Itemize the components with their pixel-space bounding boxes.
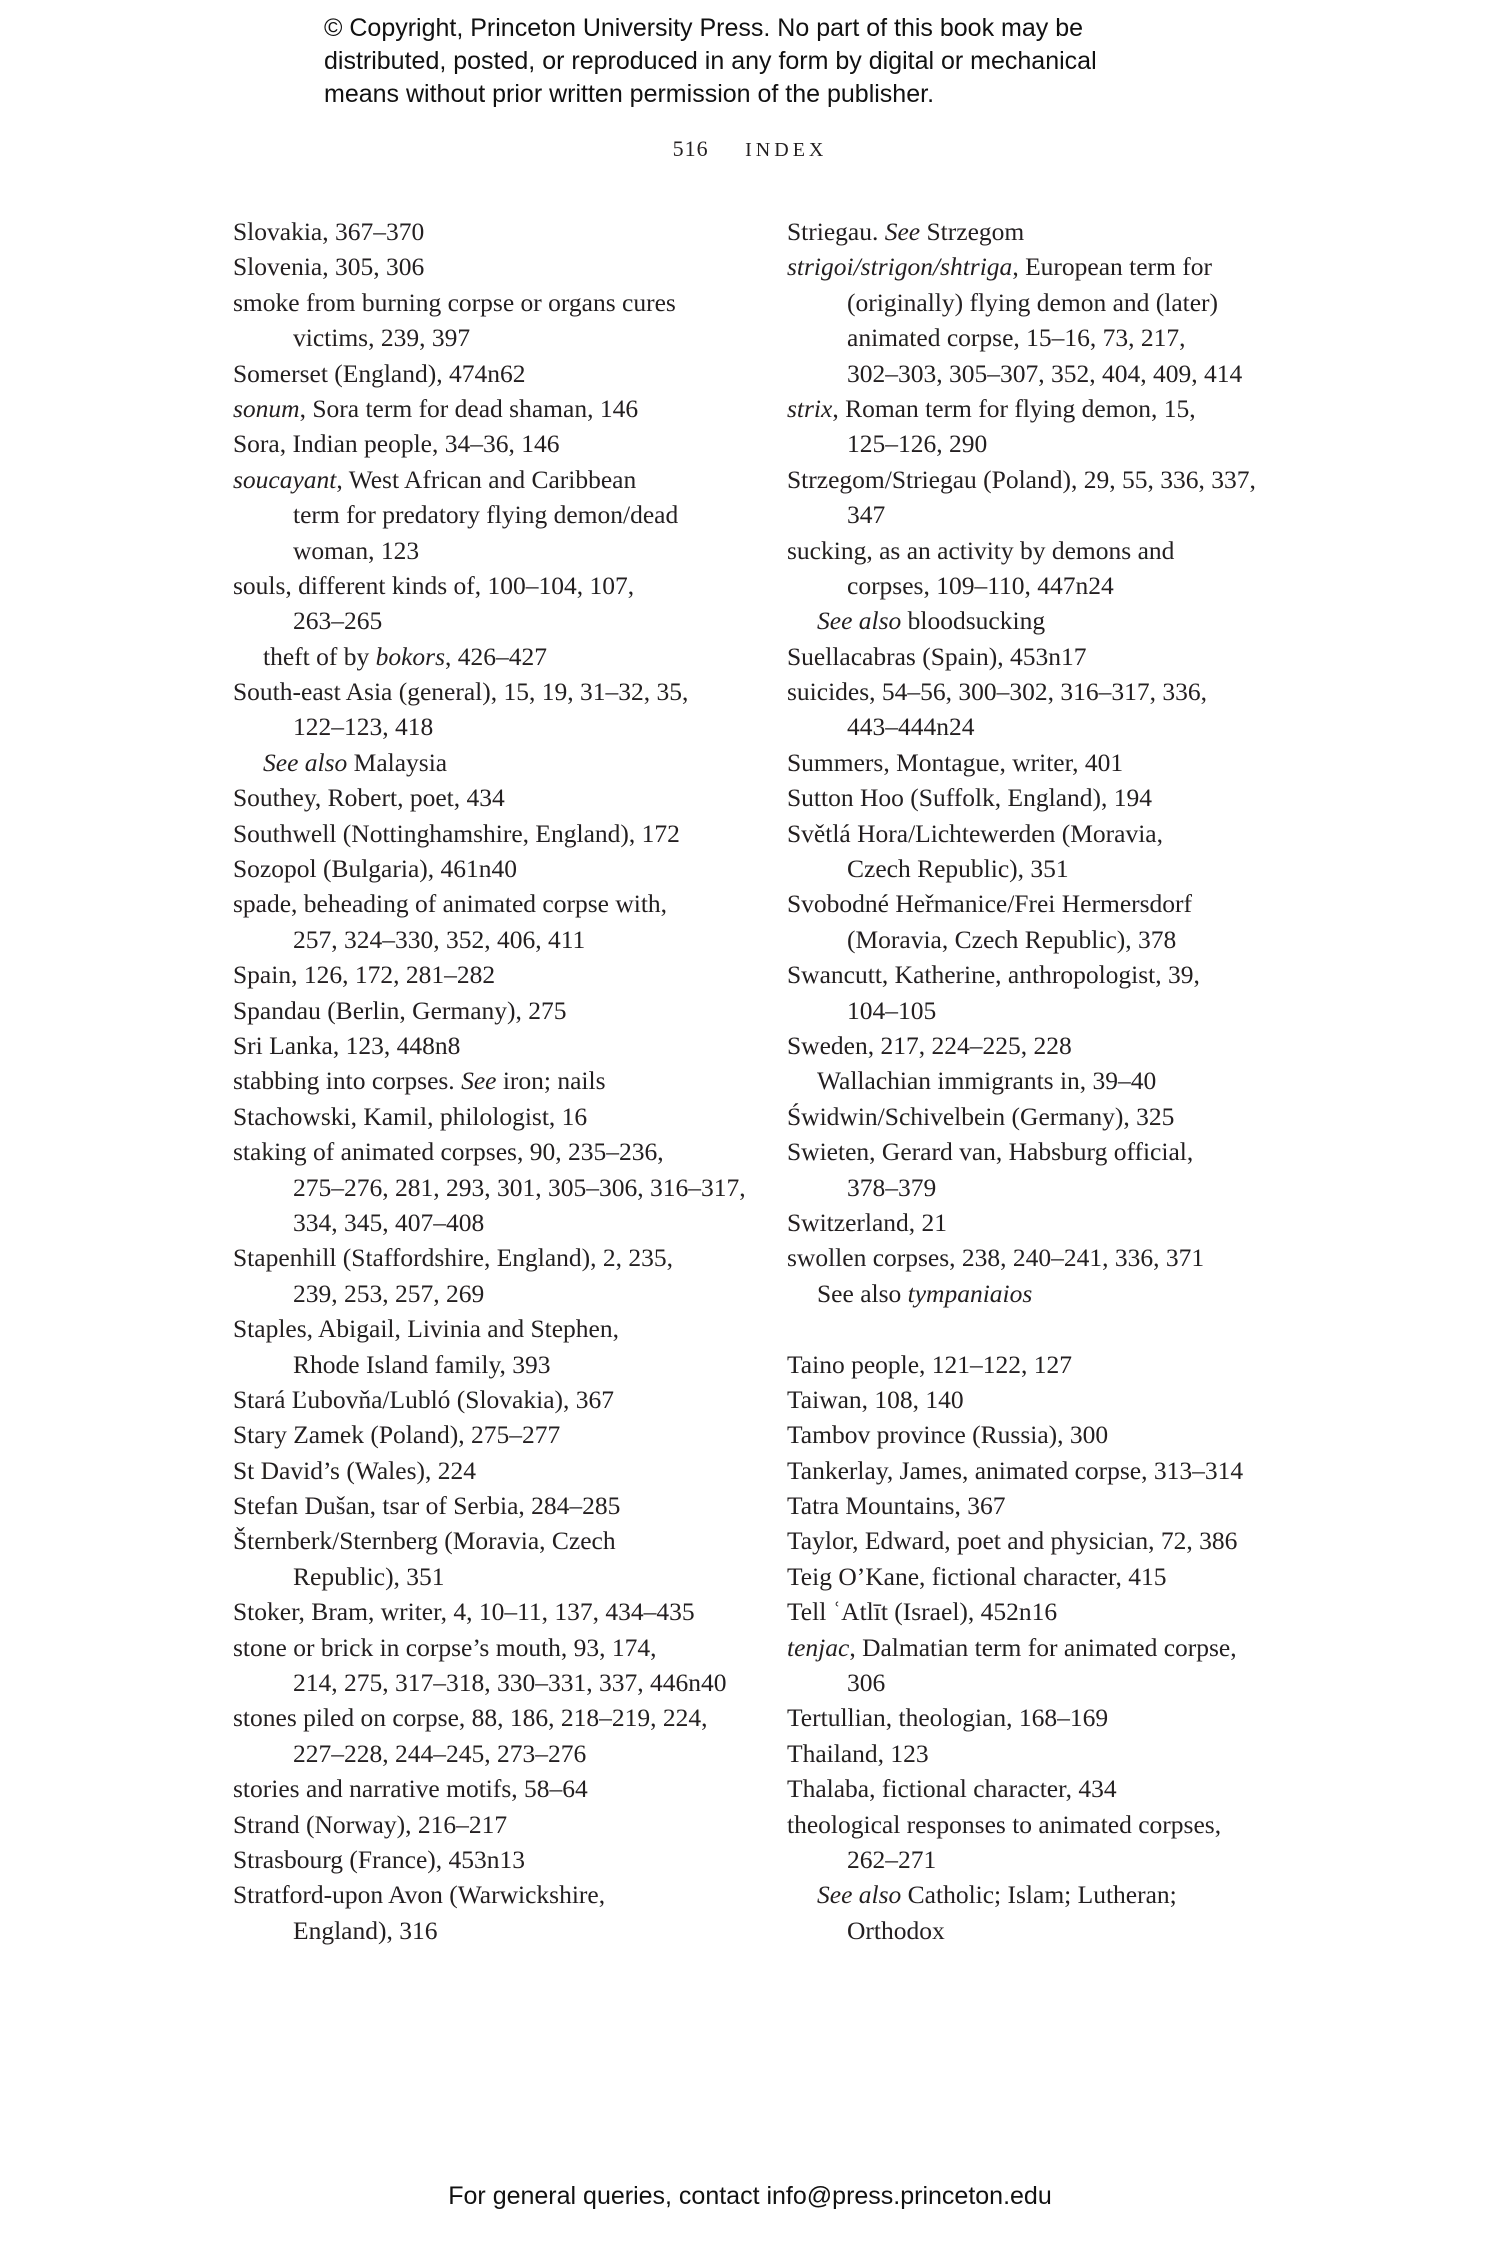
index-entry bbox=[787, 745, 1256, 780]
index-text: Wallachian immigrants in, 39–40 bbox=[817, 1066, 1157, 1096]
index-entry bbox=[787, 249, 1256, 284]
index-entry bbox=[233, 1063, 746, 1098]
index-entry bbox=[233, 249, 746, 284]
index-text: 347 bbox=[847, 500, 886, 530]
index-text: 306 bbox=[847, 1668, 886, 1698]
index-text: sucking, as an activity by demons and bbox=[787, 535, 1175, 565]
index-entry bbox=[233, 285, 746, 320]
copyright-line: © Copyright, Princeton University Press. No part of this book may be bbox=[324, 14, 1084, 42]
index-text: Malaysia bbox=[347, 747, 448, 777]
index-text: Stratford-upon Avon (Warwickshire, bbox=[233, 1880, 606, 1910]
page-number: 516 bbox=[672, 136, 709, 161]
index-entry-continuation bbox=[233, 922, 746, 957]
index-text: , Roman term for flying demon, 15, bbox=[832, 393, 1196, 423]
index-entry-continuation bbox=[787, 426, 1256, 461]
index-entry bbox=[233, 1594, 746, 1629]
index-subentry bbox=[787, 603, 1256, 638]
index-text: Tambov province (Russia), 300 bbox=[787, 1420, 1109, 1450]
index-text: Stary Zamek (Poland), 275–277 bbox=[233, 1420, 561, 1450]
index-text: See also bbox=[263, 747, 348, 777]
index-text: stones piled on corpse, 88, 186, 218–219, 224, bbox=[233, 1703, 708, 1733]
index-text: 239, 253, 257, 269 bbox=[293, 1278, 485, 1308]
index-text: 262–271 bbox=[847, 1844, 937, 1874]
index-entry bbox=[233, 851, 746, 886]
index-entry bbox=[233, 1028, 746, 1063]
index-text: suicides, 54–56, 300–302, 316–317, 336, bbox=[787, 677, 1208, 707]
index-text: Stapenhill (Staffordshire, England), 2, 235, bbox=[233, 1243, 674, 1273]
index-text: See also bbox=[817, 1278, 908, 1308]
index-entry bbox=[787, 1771, 1256, 1806]
index-entry-continuation bbox=[787, 320, 1256, 355]
index-text: Republic), 351 bbox=[293, 1561, 445, 1591]
index-text: corpses, 109–110, 447n24 bbox=[847, 570, 1114, 600]
index-entry-continuation bbox=[233, 1205, 746, 1240]
section-title: INDEX bbox=[745, 139, 828, 161]
index-text: stone or brick in corpse’s mouth, 93, 174, bbox=[233, 1632, 657, 1662]
index-entry bbox=[787, 1134, 1256, 1169]
index-entry bbox=[233, 1807, 746, 1842]
index-entry bbox=[233, 1382, 746, 1417]
index-text: 378–379 bbox=[847, 1172, 937, 1202]
index-entry bbox=[233, 214, 746, 249]
index-subentry bbox=[787, 1063, 1256, 1098]
index-entry-continuation bbox=[233, 1347, 746, 1382]
index-text: St David’s (Wales), 224 bbox=[233, 1455, 476, 1485]
index-text: Taiwan, 108, 140 bbox=[787, 1384, 964, 1414]
index-entry bbox=[787, 1807, 1256, 1842]
index-text: (originally) flying demon and (later) bbox=[847, 287, 1219, 317]
index-column-left bbox=[233, 214, 746, 1948]
index-text: Orthodox bbox=[847, 1915, 945, 1945]
index-text: 257, 324–330, 352, 406, 411 bbox=[293, 924, 586, 954]
index-entry bbox=[233, 1240, 746, 1275]
index-text: tenjac bbox=[787, 1632, 850, 1662]
index-text: Šternberk/Sternberg (Moravia, Czech bbox=[233, 1526, 616, 1556]
index-entry bbox=[233, 1134, 746, 1169]
index-text: Slovenia, 305, 306 bbox=[233, 252, 425, 282]
index-entry-continuation bbox=[233, 1559, 746, 1594]
index-entry bbox=[787, 1417, 1256, 1452]
index-text: Taino people, 121–122, 127 bbox=[787, 1349, 1073, 1379]
index-entry bbox=[787, 1099, 1256, 1134]
index-text: Sozopol (Bulgaria), 461n40 bbox=[233, 854, 517, 884]
index-text: Somerset (England), 474n62 bbox=[233, 358, 526, 388]
index-text: Strand (Norway), 216–217 bbox=[233, 1809, 508, 1839]
index-entry-continuation bbox=[787, 1170, 1256, 1205]
index-text: Striegau. bbox=[787, 217, 885, 246]
index-entry bbox=[233, 1311, 746, 1346]
index-entry bbox=[787, 462, 1256, 497]
index-text: staking of animated corpses, 90, 235–236, bbox=[233, 1137, 664, 1167]
index-entry bbox=[787, 1594, 1256, 1629]
index-text: Summers, Montague, writer, 401 bbox=[787, 747, 1124, 777]
index-text: Switzerland, 21 bbox=[787, 1207, 948, 1237]
index-text: swollen corpses, 238, 240–241, 336, 371 bbox=[787, 1243, 1205, 1273]
index-entry bbox=[233, 1099, 746, 1134]
index-text: Stará Ľubovňa/Lubló (Slovakia), 367 bbox=[233, 1384, 615, 1414]
index-text: Strasbourg (France), 453n13 bbox=[233, 1844, 526, 1874]
index-entry-continuation bbox=[233, 1736, 746, 1771]
copyright-line: means without prior written permission of the publisher. bbox=[324, 80, 935, 108]
index-text: Spandau (Berlin, Germany), 275 bbox=[233, 995, 567, 1025]
index-entry-continuation bbox=[787, 851, 1256, 886]
index-text: 122–123, 418 bbox=[293, 712, 434, 742]
index-text: sonum bbox=[233, 393, 300, 423]
index-entry-continuation bbox=[233, 1665, 746, 1700]
index-entry bbox=[233, 780, 746, 815]
index-text: Czech Republic), 351 bbox=[847, 854, 1069, 884]
index-text: strix bbox=[787, 393, 833, 423]
index-text: Sora, Indian people, 34–36, 146 bbox=[233, 429, 560, 459]
index-entry bbox=[233, 1488, 746, 1523]
index-text: 263–265 bbox=[293, 606, 383, 636]
index-text: (Moravia, Czech Republic), 378 bbox=[847, 924, 1177, 954]
index-text: tympaniaios bbox=[907, 1278, 1033, 1308]
index-text: soucayant bbox=[233, 464, 337, 494]
index-text: bokors bbox=[375, 641, 446, 671]
index-entry bbox=[233, 1417, 746, 1452]
index-text: animated corpse, 15–16, 73, 217, bbox=[847, 323, 1186, 353]
index-entry bbox=[787, 1700, 1256, 1735]
index-entry bbox=[233, 1842, 746, 1877]
index-subentry bbox=[787, 1877, 1256, 1912]
index-entry bbox=[787, 780, 1256, 815]
index-entry-continuation bbox=[787, 1842, 1256, 1877]
index-entry bbox=[787, 1488, 1256, 1523]
index-entry-continuation bbox=[233, 533, 746, 568]
index-text: Sri Lanka, 123, 448n8 bbox=[233, 1030, 461, 1060]
index-text: 214, 275, 317–318, 330–331, 337, 446n40 bbox=[293, 1668, 727, 1698]
index-entry bbox=[787, 533, 1256, 568]
index-text: Thailand, 123 bbox=[787, 1738, 929, 1768]
index-text: , Sora term for dead shaman, 146 bbox=[299, 393, 639, 423]
index-entry bbox=[233, 426, 746, 461]
index-text: 275–276, 281, 293, 301, 305–306, 316–317, bbox=[293, 1172, 746, 1202]
index-entry bbox=[233, 957, 746, 992]
index-text: Southey, Robert, poet, 434 bbox=[233, 783, 505, 813]
index-text: Staples, Abigail, Livinia and Stephen, bbox=[233, 1314, 619, 1344]
index-text: Teig O’Kane, fictional character, 415 bbox=[787, 1561, 1167, 1591]
index-text: bloodsucking bbox=[901, 606, 1046, 636]
index-entry bbox=[233, 1630, 746, 1665]
index-entry bbox=[787, 674, 1256, 709]
index-text: souls, different kinds of, 100–104, 107, bbox=[233, 570, 635, 600]
index-entry-continuation bbox=[787, 356, 1256, 391]
index-entry bbox=[787, 1347, 1256, 1382]
index-entry-continuation bbox=[233, 603, 746, 638]
index-text: 125–126, 290 bbox=[847, 429, 988, 459]
index-text: See bbox=[461, 1066, 497, 1096]
index-text: , West African and Caribbean bbox=[336, 464, 637, 494]
index-entry-continuation bbox=[787, 568, 1256, 603]
index-text: Catholic; Islam; Lutheran; bbox=[901, 1880, 1177, 1910]
index-text: See also bbox=[817, 606, 902, 636]
index-entry-continuation bbox=[787, 285, 1256, 320]
index-text: See bbox=[884, 217, 921, 246]
index-text: Tell ʿAtlīt (Israel), 452n16 bbox=[787, 1597, 1058, 1627]
index-entry bbox=[787, 1630, 1256, 1665]
index-entry bbox=[233, 1877, 746, 1912]
index-entry bbox=[787, 1205, 1256, 1240]
index-subentry bbox=[233, 639, 746, 674]
index-text: smoke from burning corpse or organs cures bbox=[233, 287, 676, 317]
index-subentry bbox=[233, 745, 746, 780]
running-head bbox=[0, 136, 1500, 162]
index-entry bbox=[233, 462, 746, 497]
index-text: Taylor, Edward, poet and physician, 72, 386 bbox=[787, 1526, 1238, 1556]
index-entry bbox=[233, 1771, 746, 1806]
index-entry-continuation bbox=[233, 497, 746, 532]
index-text: Slovakia, 367–370 bbox=[233, 217, 425, 246]
index-text: woman, 123 bbox=[293, 535, 420, 565]
index-text: Tankerlay, James, animated corpse, 313–314 bbox=[787, 1455, 1244, 1485]
index-entry bbox=[787, 1523, 1256, 1558]
index-entry bbox=[233, 1700, 746, 1735]
index-text: spade, beheading of animated corpse with, bbox=[233, 889, 668, 919]
index-entry bbox=[233, 1453, 746, 1488]
index-entry-continuation bbox=[787, 709, 1256, 744]
index-entry bbox=[787, 214, 1256, 249]
index-entry bbox=[233, 816, 746, 851]
index-entry bbox=[233, 568, 746, 603]
index-text: Sutton Hoo (Suffolk, England), 194 bbox=[787, 783, 1153, 813]
index-text: Thalaba, fictional character, 434 bbox=[787, 1774, 1117, 1804]
index-entry-continuation bbox=[233, 1913, 746, 1948]
index-text: strigoi/strigon/shtriga bbox=[787, 252, 1013, 282]
index-text: Svobodné Heřmanice/Frei Hermersdorf bbox=[787, 889, 1193, 919]
index-entry bbox=[787, 639, 1256, 674]
index-entry bbox=[787, 1736, 1256, 1771]
index-entry bbox=[787, 957, 1256, 992]
index-entry bbox=[787, 1382, 1256, 1417]
index-entry bbox=[787, 886, 1256, 921]
index-entry bbox=[787, 391, 1256, 426]
index-text: Světlá Hora/Lichtewerden (Moravia, bbox=[787, 818, 1163, 848]
index-text: , Dalmatian term for animated corpse, bbox=[849, 1632, 1237, 1662]
index-entry bbox=[787, 1311, 1256, 1346]
index-entry-continuation bbox=[233, 709, 746, 744]
index-text: 227–228, 244–245, 273–276 bbox=[293, 1738, 587, 1768]
index-text: Świdwin/Schivelbein (Germany), 325 bbox=[787, 1101, 1175, 1131]
index-text: Stoker, Bram, writer, 4, 10–11, 137, 434–435 bbox=[233, 1597, 695, 1627]
index-entry-continuation bbox=[787, 922, 1256, 957]
index-entry bbox=[787, 1453, 1256, 1488]
index-text: victims, 239, 397 bbox=[293, 323, 471, 353]
index-entry-continuation bbox=[787, 993, 1256, 1028]
index-text: stabbing into corpses. bbox=[233, 1066, 462, 1096]
index-text: Sweden, 217, 224–225, 228 bbox=[787, 1030, 1072, 1060]
index-text: See also bbox=[817, 1880, 902, 1910]
index-text: Suellacabras (Spain), 453n17 bbox=[787, 641, 1087, 671]
index-entry bbox=[787, 1240, 1256, 1275]
index-text: Spain, 126, 172, 281–282 bbox=[233, 960, 496, 990]
index-text: theological responses to animated corpses, bbox=[787, 1809, 1222, 1839]
index-entry bbox=[787, 816, 1256, 851]
index-text: Strzegom bbox=[920, 217, 1025, 246]
index-text: Stefan Dušan, tsar of Serbia, 284–285 bbox=[233, 1491, 621, 1521]
index-text: , 426–427 bbox=[445, 641, 548, 671]
index-entry bbox=[233, 356, 746, 391]
index-text: South-east Asia (general), 15, 19, 31–32, 35, bbox=[233, 677, 689, 707]
index-entry bbox=[787, 1559, 1256, 1594]
index-text: 104–105 bbox=[847, 995, 937, 1025]
index-text: 443–444n24 bbox=[847, 712, 975, 742]
index-entry-continuation bbox=[233, 1276, 746, 1311]
index-text: stories and narrative motifs, 58–64 bbox=[233, 1774, 588, 1804]
index-subentry bbox=[787, 1276, 1256, 1311]
index-entry bbox=[233, 674, 746, 709]
index-text: Tatra Mountains, 367 bbox=[787, 1491, 1006, 1521]
index-entry bbox=[233, 391, 746, 426]
index-entry-continuation bbox=[787, 497, 1256, 532]
index-text: iron; nails bbox=[496, 1066, 606, 1096]
index-entry-continuation bbox=[233, 1170, 746, 1205]
index-text: 334, 345, 407–408 bbox=[293, 1207, 485, 1237]
index-entry-continuation bbox=[233, 320, 746, 355]
index-text: term for predatory flying demon/dead bbox=[293, 500, 679, 530]
index-text: , European term for bbox=[1012, 252, 1212, 282]
index-text: Southwell (Nottinghamshire, England), 172 bbox=[233, 818, 680, 848]
copyright-notice bbox=[324, 12, 1097, 111]
index-text: Rhode Island family, 393 bbox=[293, 1349, 551, 1379]
copyright-line: distributed, posted, or reproduced in any form by digital or mechanical bbox=[324, 47, 1097, 75]
index-entry-continuation bbox=[787, 1913, 1256, 1948]
index-text: Swancutt, Katherine, anthropologist, 39, bbox=[787, 960, 1200, 990]
index-entry bbox=[787, 1028, 1256, 1063]
index-entry bbox=[233, 1523, 746, 1558]
index-text: Swieten, Gerard van, Habsburg official, bbox=[787, 1137, 1194, 1167]
footer-contact: For general queries, contact info@press.princeton.edu bbox=[448, 2182, 1052, 2210]
index-entry bbox=[233, 886, 746, 921]
index-text: Strzegom/Striegau (Poland), 29, 55, 336, 337, bbox=[787, 464, 1256, 494]
index-text: theft of by bbox=[263, 641, 376, 671]
index-text: 302–303, 305–307, 352, 404, 409, 414 bbox=[847, 358, 1243, 388]
index-text: Stachowski, Kamil, philologist, 16 bbox=[233, 1101, 588, 1131]
index-text: Tertullian, theologian, 168–169 bbox=[787, 1703, 1109, 1733]
index-entry-continuation bbox=[787, 1665, 1256, 1700]
index-column-right bbox=[787, 214, 1256, 1948]
index-entry bbox=[233, 993, 746, 1028]
index-text: England), 316 bbox=[293, 1915, 438, 1945]
